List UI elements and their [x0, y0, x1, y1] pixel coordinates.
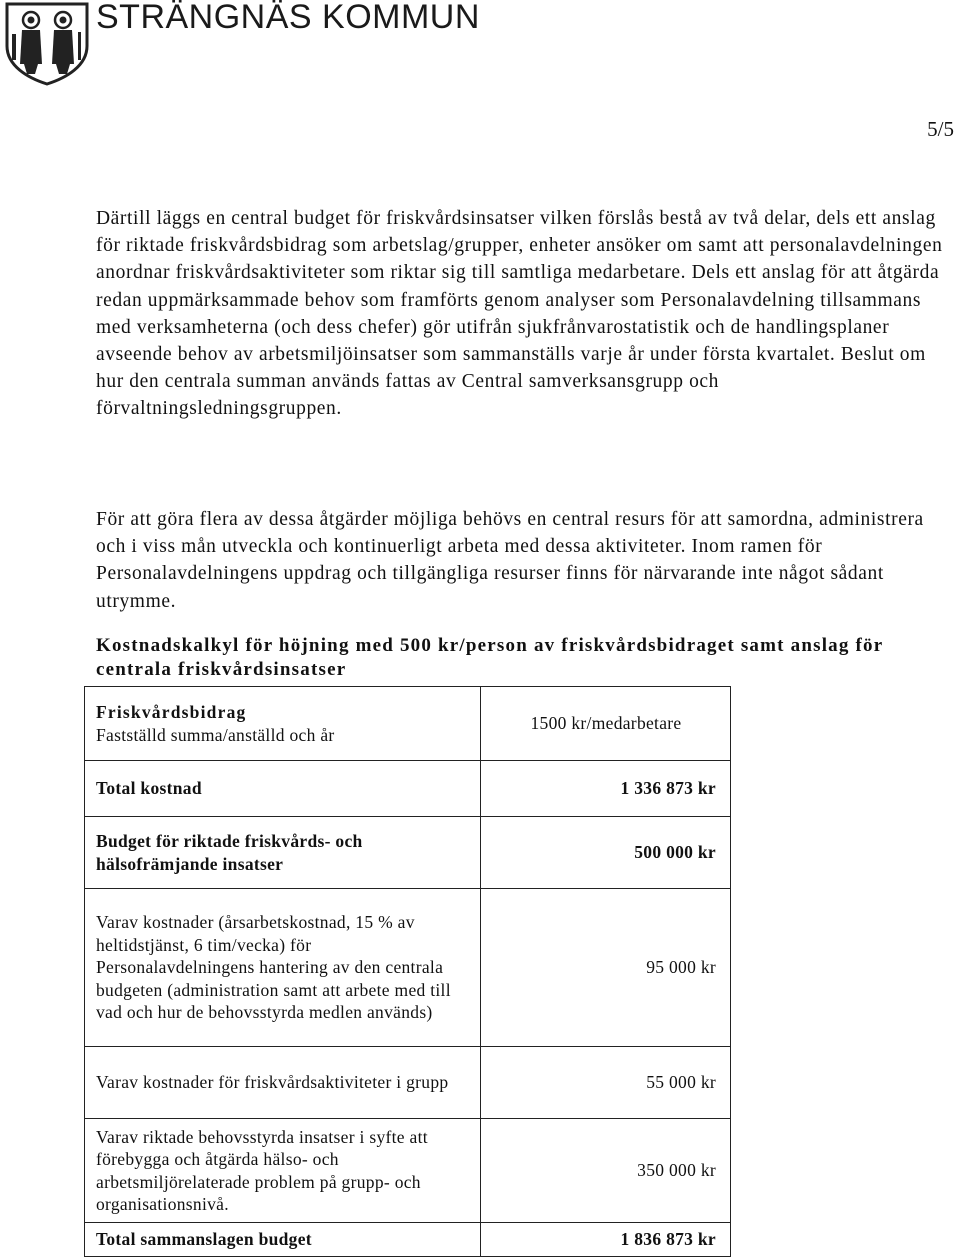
row-label: Friskvårdsbidrag: [96, 702, 247, 723]
table-cell-label: [85, 687, 481, 761]
table-row: [85, 1223, 731, 1257]
table-row: [85, 761, 731, 817]
table-cell-value: 350 000 kr: [481, 1119, 731, 1223]
table-cell-value: 55 000 kr: [481, 1047, 731, 1119]
paragraph-funding: Därtill läggs en central budget för friskvårdsinsatser vilken förslås bestå av två delar, dels ett anslag för riktade friskvårdsbidrag som arbetslag/grupper, enheter ansöker om samt att personalavdelningen anordnar friskvårdsaktiviteter som riktar sig till samtliga medarbetare. Dels ett anslag för att åtgärda redan uppmärksammade behov som framförts genom analyser som Personalavdelning tillsammans med verksamheterna (och dess chefer) gör utifrån sjukfrånvarostatistik och de handlingsplaner avseende behov av arbetsmiljöinsatser som sammanställs varje år under första kvartalet. Beslut om hur den centrala summan används fattas av Central samverksansgrupp och förvaltningsledningsgruppen.: [96, 208, 943, 420]
table-heading: Kostnadskalkyl för höjning med 500 kr/person av friskvårdsbidraget samt anslag för centrala friskvårdsinsatser: [96, 635, 884, 680]
table-cell-label: Total kostnad: [85, 761, 481, 817]
table-cell-value: 1500 kr/medarbetare: [481, 687, 731, 761]
table-cell-label: Budget för riktade friskvårds- och hälsofrämjande insatser: [85, 817, 481, 889]
table-row: [85, 1047, 731, 1119]
table-row: [85, 889, 731, 1047]
table-cell-label: Varav kostnader (årsarbetskostnad, 15 % av heltidstjänst, 6 tim/vecka) för Personalavdelningens hantering av den centrala budgeten (administration samt att arbete med till vad och hur de behovsstyrda medlen används): [85, 889, 481, 1047]
row-sublabel: Fastställd summa/anställd och år: [96, 724, 335, 745]
municipal-crest-logo: [4, 2, 90, 86]
table-cell-label: Total sammanslagen budget: [85, 1223, 481, 1257]
table-cell-label: Varav riktade behovsstyrda insatser i syfte att förebygga och åtgärda hälso- och arbetsmiljörelaterade problem på grupp- och organisationsnivå.: [85, 1119, 481, 1223]
table-cell-label: Varav kostnader för friskvårdsaktiviteter i grupp: [85, 1047, 481, 1119]
organization-name: STRÄNGNÄS KOMMUN: [96, 0, 480, 36]
table-cell-value: 1 336 873 kr: [481, 761, 731, 817]
table-cell-value: 95 000 kr: [481, 889, 731, 1047]
table-row: [85, 687, 731, 761]
page-number: 5/5: [927, 117, 954, 141]
table-row: [85, 1119, 731, 1223]
document-header: [0, 0, 600, 90]
table-row: [85, 817, 731, 889]
table-cell-value: 1 836 873 kr: [481, 1223, 731, 1257]
paragraph-resource: För att göra flera av dessa åtgärder möjliga behövs en central resurs för att samordna, administrera och i viss mån utveckla och kontinuerligt arbeta med dessa aktiviteter. Inom ramen för Personalavdelningens uppdrag och tillgängliga resurser finns för närvarande inte något sådant utrymme.: [96, 509, 924, 612]
cost-table: [84, 686, 731, 1257]
table-cell-value: 500 000 kr: [481, 817, 731, 889]
